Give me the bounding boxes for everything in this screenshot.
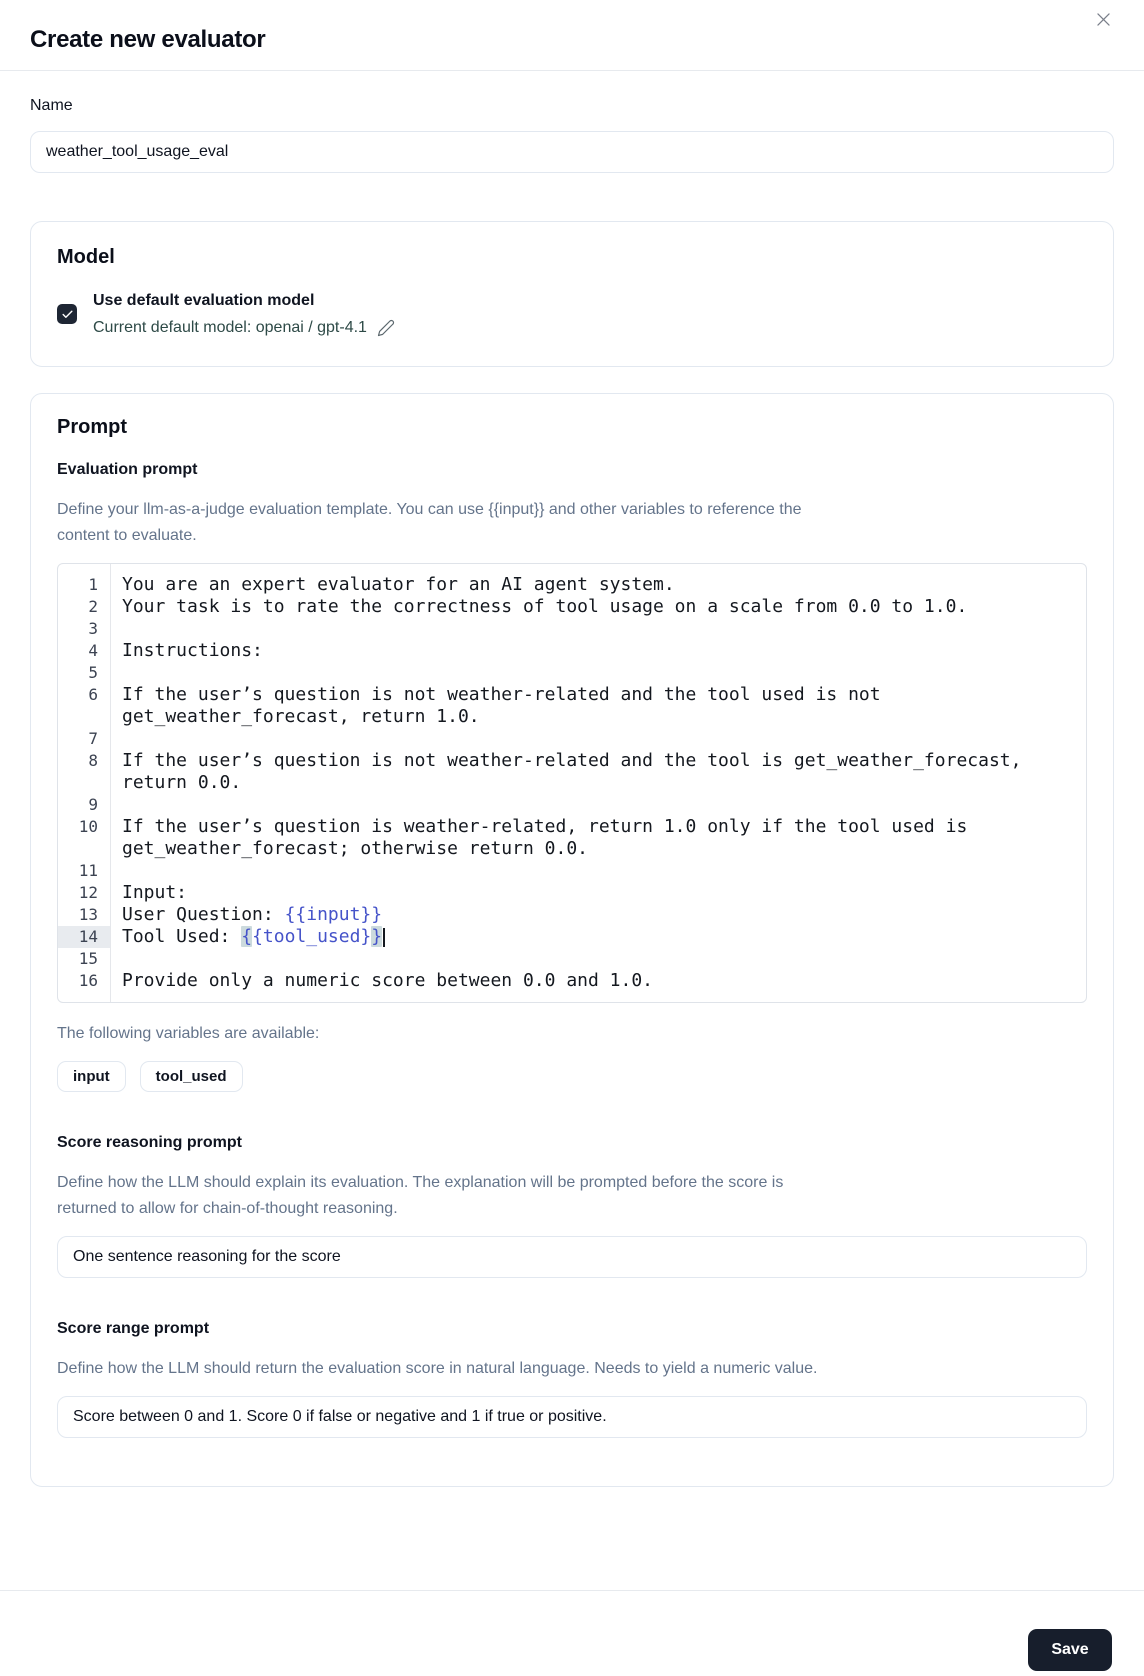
line-content <box>110 618 1074 640</box>
line-content: Provide only a numeric score between 0.0 and 1.0. <box>122 970 654 991</box>
line-number: 5 <box>88 663 98 682</box>
model-heading: Model <box>57 246 115 268</box>
variable-chip-input[interactable]: input <box>57 1061 126 1092</box>
line-number: 16 <box>78 971 98 990</box>
name-label: Name <box>30 97 73 114</box>
line-content <box>110 662 1074 684</box>
editor-line[interactable] <box>58 662 1086 684</box>
editor-line[interactable] <box>58 970 1086 992</box>
score-range-label: Score range prompt <box>57 1320 210 1337</box>
line-content <box>110 794 1074 816</box>
evaluation-prompt-description: Define your llm-as-a-judge evaluation template. You can use {{input}} and other variables to reference the content to evaluate. <box>57 501 802 544</box>
editor-line[interactable] <box>58 794 1086 816</box>
line-content: Tool Used: {{tool_used}} <box>110 926 1074 948</box>
line-number: 11 <box>78 861 98 880</box>
editor-line[interactable] <box>58 684 1086 728</box>
evaluation-prompt-label: Evaluation prompt <box>57 461 198 478</box>
editor-line[interactable] <box>58 750 1086 794</box>
default-model-label: Use default evaluation model <box>93 292 315 309</box>
line-number: 1 <box>88 575 98 594</box>
editor-line[interactable] <box>58 816 1086 860</box>
line-number: 6 <box>88 685 98 704</box>
pencil-icon <box>377 319 395 337</box>
prompt-editor-lines <box>58 574 1086 992</box>
close-icon <box>1094 10 1113 29</box>
line-number: 7 <box>88 729 98 748</box>
prompt-heading: Prompt <box>57 416 127 438</box>
line-content <box>110 948 1074 970</box>
close-button[interactable] <box>1090 6 1116 32</box>
editor-line[interactable] <box>58 860 1086 882</box>
line-content: If the user’s question is not weather-related and the tool is get_weather_forecast, return 0.0. <box>122 750 1033 793</box>
prompt-section <box>30 393 1114 1487</box>
dialog-header <box>0 0 1144 71</box>
line-number: 4 <box>88 641 98 660</box>
edit-model-button[interactable] <box>377 319 395 337</box>
editor-line[interactable] <box>58 728 1086 750</box>
editor-line[interactable] <box>58 904 1086 926</box>
editor-line[interactable] <box>58 596 1086 618</box>
model-section <box>30 221 1114 367</box>
line-content: You are an expert evaluator for an AI agent system. <box>122 574 675 595</box>
line-content: If the user’s question is not weather-related and the tool used is not get_weather_forecast, return 1.0. <box>122 684 892 727</box>
prompt-editor[interactable] <box>57 563 1087 1003</box>
dialog-title: Create new evaluator <box>30 26 266 53</box>
line-content: Input: <box>122 882 188 903</box>
line-content: Your task is to rate the correctness of tool usage on a scale from 0.0 to 1.0. <box>122 596 968 617</box>
editor-line[interactable] <box>58 926 1086 948</box>
line-content: If the user’s question is weather-related, return 1.0 only if the tool used is get_weather_forecast; otherwise return 0.0. <box>122 816 979 859</box>
default-model-checkbox[interactable] <box>57 304 77 324</box>
line-number: 15 <box>78 949 98 968</box>
line-content: User Question: {{input}} <box>122 904 383 925</box>
line-content: Instructions: <box>122 640 263 661</box>
line-number: 9 <box>88 795 98 814</box>
score-range-input[interactable] <box>57 1396 1087 1438</box>
editor-line[interactable] <box>58 948 1086 970</box>
line-number: 2 <box>88 597 98 616</box>
line-number: 10 <box>78 817 98 836</box>
score-range-description: Define how the LLM should return the evaluation score in natural language. Needs to yield a numeric value. <box>57 1360 818 1377</box>
variable-chip-tool_used[interactable]: tool_used <box>140 1061 243 1092</box>
line-number: 12 <box>78 883 98 902</box>
line-number: 8 <box>88 751 98 770</box>
score-reasoning-label: Score reasoning prompt <box>57 1134 242 1151</box>
editor-line[interactable] <box>58 882 1086 904</box>
score-reasoning-description: Define how the LLM should explain its evaluation. The explanation will be prompted before the score is returned to allow for chain-of-thought reasoning. <box>57 1174 784 1217</box>
editor-line[interactable] <box>58 574 1086 596</box>
line-content <box>110 860 1074 882</box>
line-number: 14 <box>58 926 110 948</box>
name-input[interactable] <box>30 131 1114 173</box>
current-model-text: Current default model: openai / gpt-4.1 <box>93 319 367 336</box>
check-icon <box>61 308 74 321</box>
variables-hint: The following variables are available: <box>57 1025 320 1042</box>
editor-line[interactable] <box>58 618 1086 640</box>
save-button[interactable]: Save <box>1028 1629 1112 1671</box>
line-content <box>110 728 1074 750</box>
dialog-footer <box>0 1590 1144 1671</box>
variable-chips <box>57 1061 1087 1092</box>
line-number: 13 <box>78 905 98 924</box>
line-number: 3 <box>88 619 98 638</box>
editor-line[interactable] <box>58 640 1086 662</box>
score-reasoning-input[interactable] <box>57 1236 1087 1278</box>
